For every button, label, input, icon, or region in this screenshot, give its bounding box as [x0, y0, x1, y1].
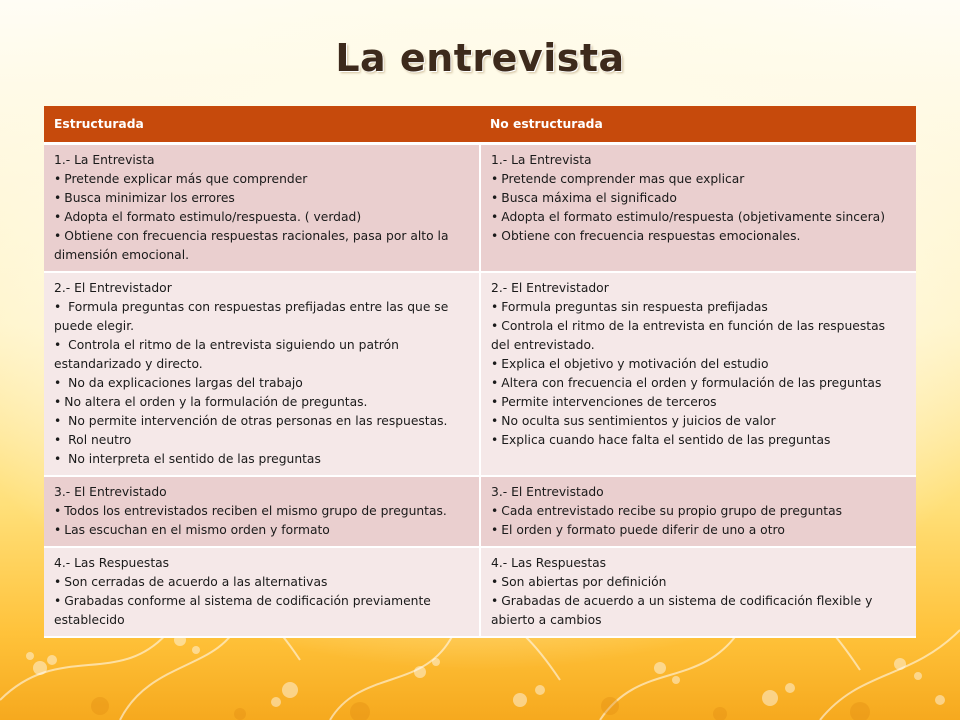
- bullet-item: • Permite intervenciones de terceros: [491, 393, 906, 412]
- column-header-no-estructurada: No estructurada: [480, 106, 916, 144]
- bullet-item: • El orden y formato puede diferir de uno a otro: [491, 521, 906, 540]
- bullet-item: • Las escuchan en el mismo orden y formato: [54, 521, 469, 540]
- table-row: [44, 272, 916, 476]
- bullet-item: • Obtiene con frecuencia respuestas racionales, pasa por alto la dimensión emocional.: [54, 227, 469, 265]
- table-cell-estructurada: [44, 547, 480, 637]
- bullet-item: • Grabadas conforme al sistema de codificación previamente establecido: [54, 592, 469, 630]
- bullet-item: • Pretende comprender mas que explicar: [491, 170, 906, 189]
- bullet-item: • Rol neutro: [54, 431, 469, 450]
- bullet-item: • Cada entrevistado recibe su propio grupo de preguntas: [491, 502, 906, 521]
- bullet-item: • Altera con frecuencia el orden y formulación de las preguntas: [491, 374, 906, 393]
- table-cell-estructurada: [44, 144, 480, 273]
- cell-heading: 3.- El Entrevistado: [491, 485, 604, 499]
- table-cell-estructurada: [44, 272, 480, 476]
- cell-heading: 2.- El Entrevistador: [491, 281, 609, 295]
- bullet-item: • No da explicaciones largas del trabajo: [54, 374, 469, 393]
- bullet-item: • Explica el objetivo y motivación del estudio: [491, 355, 906, 374]
- table-body: [44, 144, 916, 638]
- table-cell-no-estructurada: [480, 144, 916, 273]
- bullet-item: • Adopta el formato estimulo/respuesta (objetivamente sincera): [491, 208, 906, 227]
- table-cell-no-estructurada: [480, 476, 916, 547]
- bullet-item: • Controla el ritmo de la entrevista siguiendo un patrón estandarizado y directo.: [54, 336, 469, 374]
- bullet-item: • No permite intervención de otras personas en las respuestas.: [54, 412, 469, 431]
- bullet-item: • Obtiene con frecuencia respuestas emocionales.: [491, 227, 906, 246]
- column-header-estructurada: Estructurada: [44, 106, 480, 144]
- bullet-item: • Controla el ritmo de la entrevista en función de las respuestas del entrevistado.: [491, 317, 906, 355]
- table-row: [44, 547, 916, 637]
- table-header-row: [44, 106, 916, 144]
- cell-heading: 4.- Las Respuestas: [54, 556, 170, 570]
- bullet-item: • No interpreta el sentido de las preguntas: [54, 450, 469, 469]
- bullet-item: • Explica cuando hace falta el sentido de las preguntas: [491, 431, 906, 450]
- table-cell-no-estructurada: [480, 272, 916, 476]
- bullet-item: • Adopta el formato estimulo/respuesta. ( verdad): [54, 208, 469, 227]
- cell-heading: 1.- La Entrevista: [491, 153, 592, 167]
- bullet-item: • Grabadas de acuerdo a un sistema de codificación flexible y abierto a cambios: [491, 592, 906, 630]
- table-row: [44, 476, 916, 547]
- bullet-item: • Formula preguntas con respuestas prefijadas entre las que se puede elegir.: [54, 298, 469, 336]
- bullet-item: • Busca máxima el significado: [491, 189, 906, 208]
- slide-title: La entrevista: [335, 36, 625, 80]
- table-row: [44, 144, 916, 273]
- cell-heading: 1.- La Entrevista: [54, 153, 155, 167]
- bullet-item: • Busca minimizar los errores: [54, 189, 469, 208]
- bullet-item: • Son cerradas de acuerdo a las alternativas: [54, 573, 469, 592]
- table-cell-estructurada: [44, 476, 480, 547]
- table-cell-no-estructurada: [480, 547, 916, 637]
- bullet-item: • Pretende explicar más que comprender: [54, 170, 469, 189]
- cell-heading: 2.- El Entrevistador: [54, 281, 172, 295]
- comparison-table: [44, 106, 916, 638]
- cell-heading: 4.- Las Respuestas: [491, 556, 607, 570]
- bullet-item: • Formula preguntas sin respuesta prefijadas: [491, 298, 906, 317]
- bullet-item: • Todos los entrevistados reciben el mismo grupo de preguntas.: [54, 502, 469, 521]
- bullet-item: • Son abiertas por definición: [491, 573, 906, 592]
- cell-heading: 3.- El Entrevistado: [54, 485, 167, 499]
- bullet-item: • No altera el orden y la formulación de preguntas.: [54, 393, 469, 412]
- bullet-item: • No oculta sus sentimientos y juicios de valor: [491, 412, 906, 431]
